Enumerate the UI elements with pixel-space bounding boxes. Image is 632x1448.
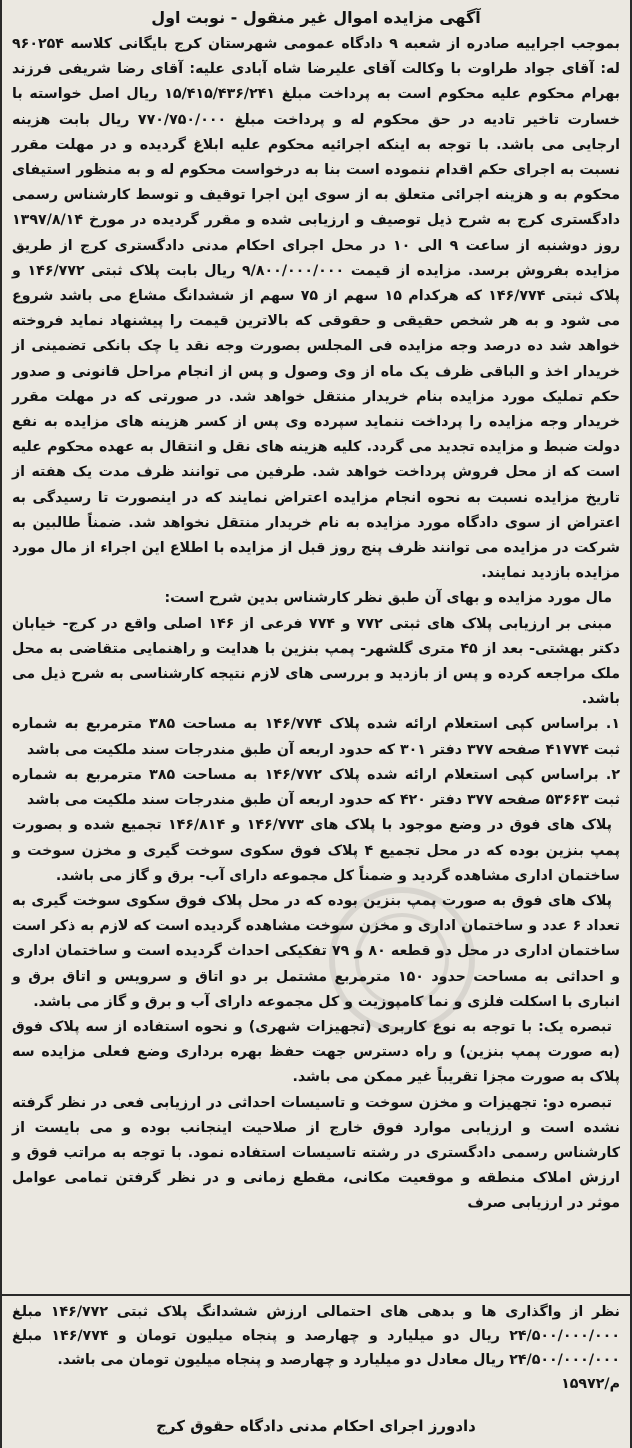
appraisal-basis-paragraph: مبنی بر ارزیابی پلاک های ثبتی ۷۷۲ و ۷۷۴ فرعی از ۱۴۶ اصلی واقع در کرج- خیابان دکتر بهشتی- بعد از ۴۵ متری گلشهر- پمپ بنزین با هدایت و راهنمایی متقاضی به محل ملک مراجعه کرده و پس از بازدید و بررسی های لازم نتیجه کارشناسی به شرح ذیل می باشد.: [12, 615, 620, 708]
signature-line: دادورز اجرای احکام مدنی دادگاه حقوق کرج: [156, 1417, 476, 1435]
plate-772-paragraph: ۲. براساس کپی استعلام ارائه شده پلاک ۱۴۶/۷۷۲ به مساحت ۳۸۵ مترمربع به شماره ثبت ۵۳۶۶۳ صفحه ۳۷۷ دفتر ۴۲۰ که حدود اربعه آن طبق مندرجات سند ملکیت می باشد: [12, 766, 620, 809]
notice-title: آگهی مزایده اموال غیر منقول - نوبت اول: [151, 8, 481, 27]
note-one-paragraph: تبصره یک: با توجه به نوع کاربری (تجهیزات شهری) و نحوه استفاده از سه پلاک فوق (به صورت پمپ بنزین) و راه دسترس جهت حفظ بهره برداری وضع فعلی مزایده سه پلاک به صورت مجزا تقریباً غیر ممکن می باشد.: [12, 1018, 620, 1086]
plate-774-paragraph: ۱. براساس کپی استعلام ارائه شده پلاک ۱۴۶/۷۷۴ به مساحت ۳۸۵ مترمربع به شماره ثبت ۴۱۷۷۴ صفحه ۳۷۷ دفتر ۳۰۱ که حدود اربعه آن طبق مندرجات سند ملکیت می باشد: [12, 716, 620, 758]
appraisal-heading: مال مورد مزایده و بهای آن طبق نظر کارشناس بدین شرح است:: [164, 590, 612, 607]
notice-body: [12, 6, 620, 1217]
section-divider: [2, 1294, 630, 1296]
note-two-paragraph: تبصره دو: تجهیزات و مخزن سوخت و تاسیسات احداثی در ارزیابی فعی در نظر گرفته نشده است و ارزیابی موارد فوق خارج از صلاحیت اینجانب بوده و می بایست از کارشناس رسمی دادگستری در رشته تاسیسات استفاده نمود. با توجه به مراتب فوق و ارزش املاک منطقه و موقعیت مکانی، مقطع زمانی و در نظر گرفتن تمامی عوامل موثر در ارزیابی صرف: [12, 1094, 620, 1212]
merged-plates-paragraph: پلاک های فوق در وضع موجود با پلاک های ۱۴۶/۷۷۳ و ۱۴۶/۸۱۴ تجمیع شده و بصورت پمپ بنزین بوده که در محل تجمیع ۴ پلاک فوق سکوی سوخت گیری و مخزن سوخت و ساختمان اداری مشاهده گردید و ضمناً کل مجموعه دارای آب- برق و گاز می باشد.: [12, 817, 621, 884]
intro-paragraph: بموجب اجراییه صادره از شعبه ۹ دادگاه عمومی شهرستان کرج بایگانی کلاسه ۹۶۰۲۵۴ له: آقای جواد طراوت با وکالت آقای علیرضا شاه آبادی علیه: آقای رضا شریفی فرزند بهرام محکوم علیه محکوم است به پرداخت مبلغ ۱۵/۴۱۵/۴۳۶/۲۴۱ ریال اصل خواسته با خسارت تاخیر تادیه در حق محکوم له و پرداخت مبلغ ۷۷۰/۷۵۰/۰۰۰ ریال بابت هزینه ارجایی می باشد. با توجه به اینکه اجرائیه محکوم علیه ابلاغ گردیده و در مهلت مقرر نسبت به اجرای حکم اقدام ننموده است بنا به درخواست محکوم له و به منظور استیفای محکوم به و هزینه اجرائی متعلق به از سوی این اجرا توقیف و توسط کارشناس رسمی دادگستری کرج به شرح ذیل توصیف و ارزیابی شده و مقرر گردیده در مورخ ۱۳۹۷/۸/۱۴ روز دوشنبه از ساعت ۹ الی ۱۰ در محل اجرای احکام مدنی دادگستری کرج از طریق مزایده بفروش برسد. مزایده از قیمت ۹/۸۰۰/۰۰۰/۰۰۰ ریال بابت پلاک ثبتی ۱۴۶/۷۷۲ و پلاک ثبتی ۱۴۶/۷۷۴ که هرکدام ۱۵ سهم از ۷۵ سهم از ششدانگ مشاع می باشد شروع می شود و به هر شخص حقیقی و حقوقی که بالاترین قیمت را پیشنهاد نماید فروخته خواهد شد ده درصد وجه مزایده فی المجلس بصورت وجه نقد یا چک بانکی تضمینی از خریدار اخذ و الباقی ظرف یک ماه از وی وصول و پس از انجام مراحل قانونی و صدور حکم تملیک مورد مزایده بنام خریدار منتقل خواهد شد. در صورتی که در مهلت مقرر خریدار وجه مزایده را پرداخت ننماید سپرده وی پس از کسر هزینه های مزایده به نفع دولت ضبط و مزایده تجدید می گردد. کلیه هزینه های نقل و انتقال به عهده محکوم علیه است که از محل فروش پرداخت خواهد شد. طرفین می توانند ظرف مدت یک هفته از تاریخ مزایده نسبت به نحوه انجام مزایده اعتراض نمایند که در اینصورت تا رسیدگی به اعتراض از سوی دادگاه مورد مزایده به نام خریدار منتقل نخواهد شد. ضمناً طالبین به شرکت در مزایده می توانند ظرف پنج روز قبل از مزایده با اطلاع این اجراء از مال مورد مزایده بازدید نمایند.: [12, 36, 620, 582]
valuation-paragraph: نظر از واگذاری ها و بدهی های احتمالی ارزش ششدانگ پلاک ثبتی ۱۴۶/۷۷۲ مبلغ ۲۴/۵۰۰/۰۰۰/۰۰۰ ریال دو میلیارد و چهارصد و پنجاه میلیون تومان و ۱۴۶/۷۷۴ مبلغ ۲۴/۵۰۰/۰۰۰/۰۰۰ ریال معادل دو میلیارد و چهارصد و پنجاه میلیون تومان می باشد.: [12, 1304, 620, 1368]
valuation-footer: [12, 1300, 620, 1396]
reference-number: م/۱۵۹۷۲: [561, 1376, 620, 1392]
gas-station-description-paragraph: پلاک های فوق به صورت پمپ بنزین بوده که در محل پلاک فوق سکوی سوخت گیری به تعداد ۶ عدد و ساختمان اداری و مخزن سوخت مشاهده گردیده است که لازم به ذکر است ساختمان اداری در محل دو قطعه ۸۰ و ۷۹ تفکیکی احداث گردیده است و ساختمان اداری و احداثی به مساحت حدود ۱۵۰ مترمربع مشتمل بر دو اتاق و سرویس و اتاق برق و انباری با اسکلت فلزی و نما کامپوزیت و کل مجموعه دارای آب و برق و گاز می باشد.: [12, 892, 621, 1010]
